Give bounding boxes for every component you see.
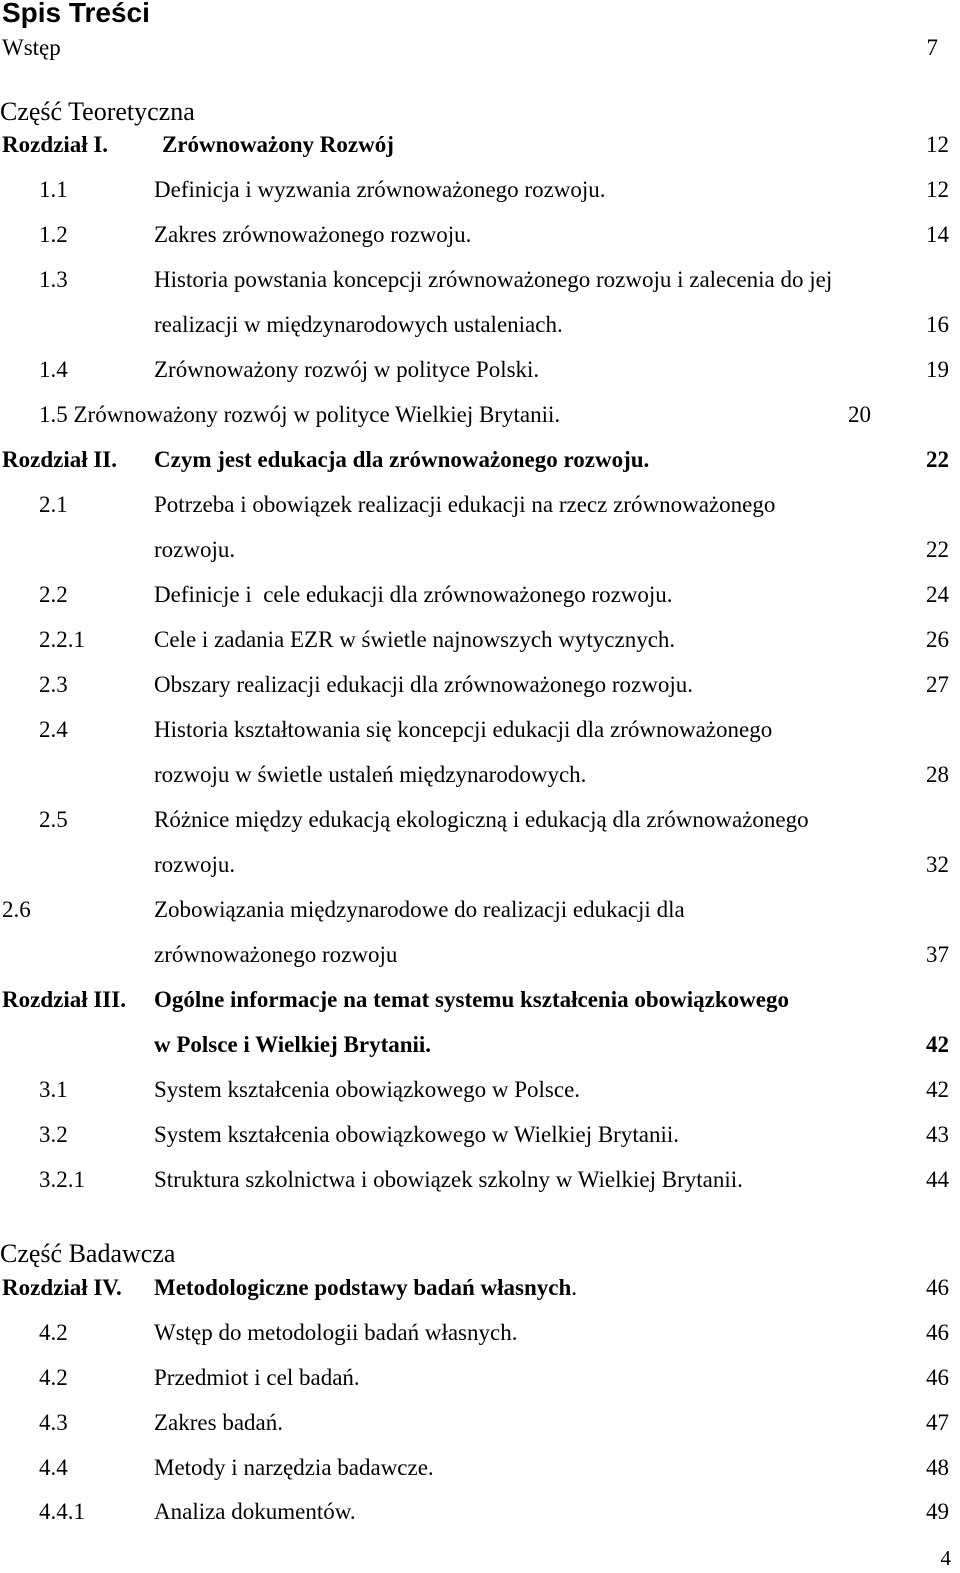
toc-entry-text: Analiza dokumentów. [154,1499,356,1524]
toc-entry-text: System kształcenia obowiązkowego w Polsce. [154,1077,581,1102]
toc-entry-text-continued: rozwoju. [154,537,236,562]
toc-entry-number: 4.3 [39,1410,68,1435]
toc-entry-text: Wstęp [2,35,61,60]
toc-entry-number: 2.3 [39,672,68,697]
toc-entry-page: 48 [926,1455,949,1480]
toc-chapter-number: Rozdział III. [2,987,126,1012]
toc-entry-text: Metody i narzędzia badawcze. [154,1455,434,1480]
toc-entry-text-continued: rozwoju. [154,852,236,877]
toc-entry-page: 43 [926,1122,949,1147]
toc-entry-text: Struktura szkolnictwa i obowiązek szkolny w Wielkiej Brytanii. [154,1167,743,1192]
toc-entry-page: 46 [926,1275,949,1300]
toc-entry-page: 22 [926,537,949,562]
toc-entry-page: 44 [926,1167,949,1192]
toc-entry-number: 2.2 [39,582,68,607]
toc-entry-text: Definicje i cele edukacji dla zrównoważonego rozwoju. [154,582,673,607]
toc-entry-number: 4.4 [39,1455,68,1480]
toc-entry-number: 2.5 [39,807,68,832]
toc-entry-number: 3.2.1 [39,1167,85,1192]
part-heading-theory: Część Teoretyczna [0,97,195,126]
toc-entry-text: Potrzeba i obowiązek realizacji edukacji na rzecz zrównoważonego [154,492,776,517]
toc-title: Spis Treści [2,0,150,28]
toc-entry-page: 28 [926,762,949,787]
toc-entry-text: Historia powstania koncepcji zrównoważonego rozwoju i zalecenia do jej [154,267,833,292]
toc-entry-page: 22 [926,447,949,472]
toc-entry-page: 7 [926,35,938,60]
toc-chapter-title-continued: w Polsce i Wielkiej Brytanii. [154,1032,432,1057]
toc-entry-text-continued: zrównoważonego rozwoju [154,942,398,967]
toc-entry-page: 26 [926,627,949,652]
toc-entry-text: Zakres badań. [154,1410,283,1435]
toc-entry-number: 2.2.1 [39,627,85,652]
toc-entry-text: Zakres zrównoważonego rozwoju. [154,222,472,247]
toc-entry-page: 27 [926,672,949,697]
toc-chapter-title-line [154,1274,577,1302]
toc-entry-number: 1.1 [39,177,68,202]
toc-entry-number: 1.2 [39,222,68,247]
toc-entry-text: Obszary realizacji edukacji dla zrównoważonego rozwoju. [154,672,693,697]
toc-entry-number: 1.4 [39,357,68,382]
toc-entry-number: 4.4.1 [39,1499,85,1524]
toc-entry-number: 1.3 [39,267,68,292]
toc-entry-page: 37 [926,942,949,967]
toc-chapter-title-suffix: . [571,1275,577,1300]
toc-entry-number: 4.2 [39,1320,68,1345]
toc-entry-page: 46 [926,1365,949,1390]
toc-entry-text: Cele i zadania EZR w świetle najnowszych wytycznych. [154,627,676,652]
part-heading-research: Część Badawcza [0,1239,176,1268]
toc-entry-number: 2.1 [39,492,68,517]
toc-entry-text: Wstęp do metodologii badań własnych. [154,1320,518,1345]
toc-entry-page: 19 [926,357,949,382]
toc-entry-page: 16 [926,312,949,337]
toc-entry-text: Przedmiot i cel badań. [154,1365,360,1390]
toc-entry-page: 20 [848,402,871,427]
toc-entry-number: 2.4 [39,717,68,742]
toc-entry-number: 3.2 [39,1122,68,1147]
toc-entry-text: Historia kształtowania się koncepcji edukacji dla zrównoważonego [154,717,773,742]
toc-entry-page: 32 [926,852,949,877]
toc-chapter-number: Rozdział II. [2,447,117,472]
toc-entry-text-continued: realizacji w międzynarodowych ustaleniach. [154,312,563,337]
toc-chapter-number: Rozdział I. [2,132,109,157]
toc-entry-text: Zobowiązania międzynarodowe do realizacji edukacji dla [154,897,685,922]
toc-entry-page: 12 [926,132,949,157]
toc-entry-text: Zrównoważony rozwój w polityce Polski. [154,357,540,382]
toc-chapter-number: Rozdział IV. [2,1275,122,1300]
toc-entry-text: Definicja i wyzwania zrównoważonego rozwoju. [154,177,606,202]
toc-entry-page: 14 [926,222,949,247]
toc-entry-number: 2.6 [2,897,31,922]
toc-entry-text: 1.5 Zrównoważony rozwój w polityce Wielkiej Brytanii. [39,402,561,427]
toc-entry-page: 42 [926,1032,949,1057]
toc-entry-page: 49 [926,1499,949,1524]
toc-entry-text: System kształcenia obowiązkowego w Wielkiej Brytanii. [154,1122,679,1147]
toc-entry-page: 46 [926,1320,949,1345]
toc-entry-number: 4.2 [39,1365,68,1390]
toc-entry-page: 42 [926,1077,949,1102]
toc-chapter-title: Zrównoważony Rozwój [162,132,394,157]
toc-chapter-title: Czym jest edukacja dla zrównoważonego rozwoju. [154,447,650,472]
toc-entry-text: Różnice między edukacją ekologiczną i edukacją dla zrównoważonego [154,807,809,832]
toc-entry-page: 12 [926,177,949,202]
toc-entry-page: 24 [926,582,949,607]
toc-chapter-title: Ogólne informacje na temat systemu kształcenia obowiązkowego [154,987,789,1012]
toc-chapter-title: Metodologiczne podstawy badań własnych [154,1275,572,1300]
toc-entry-page: 47 [926,1410,949,1435]
toc-entry-number: 3.1 [39,1077,68,1102]
page-number: 4 [940,1546,951,1570]
toc-entry-text-continued: rozwoju w świetle ustaleń międzynarodowych. [154,762,587,787]
